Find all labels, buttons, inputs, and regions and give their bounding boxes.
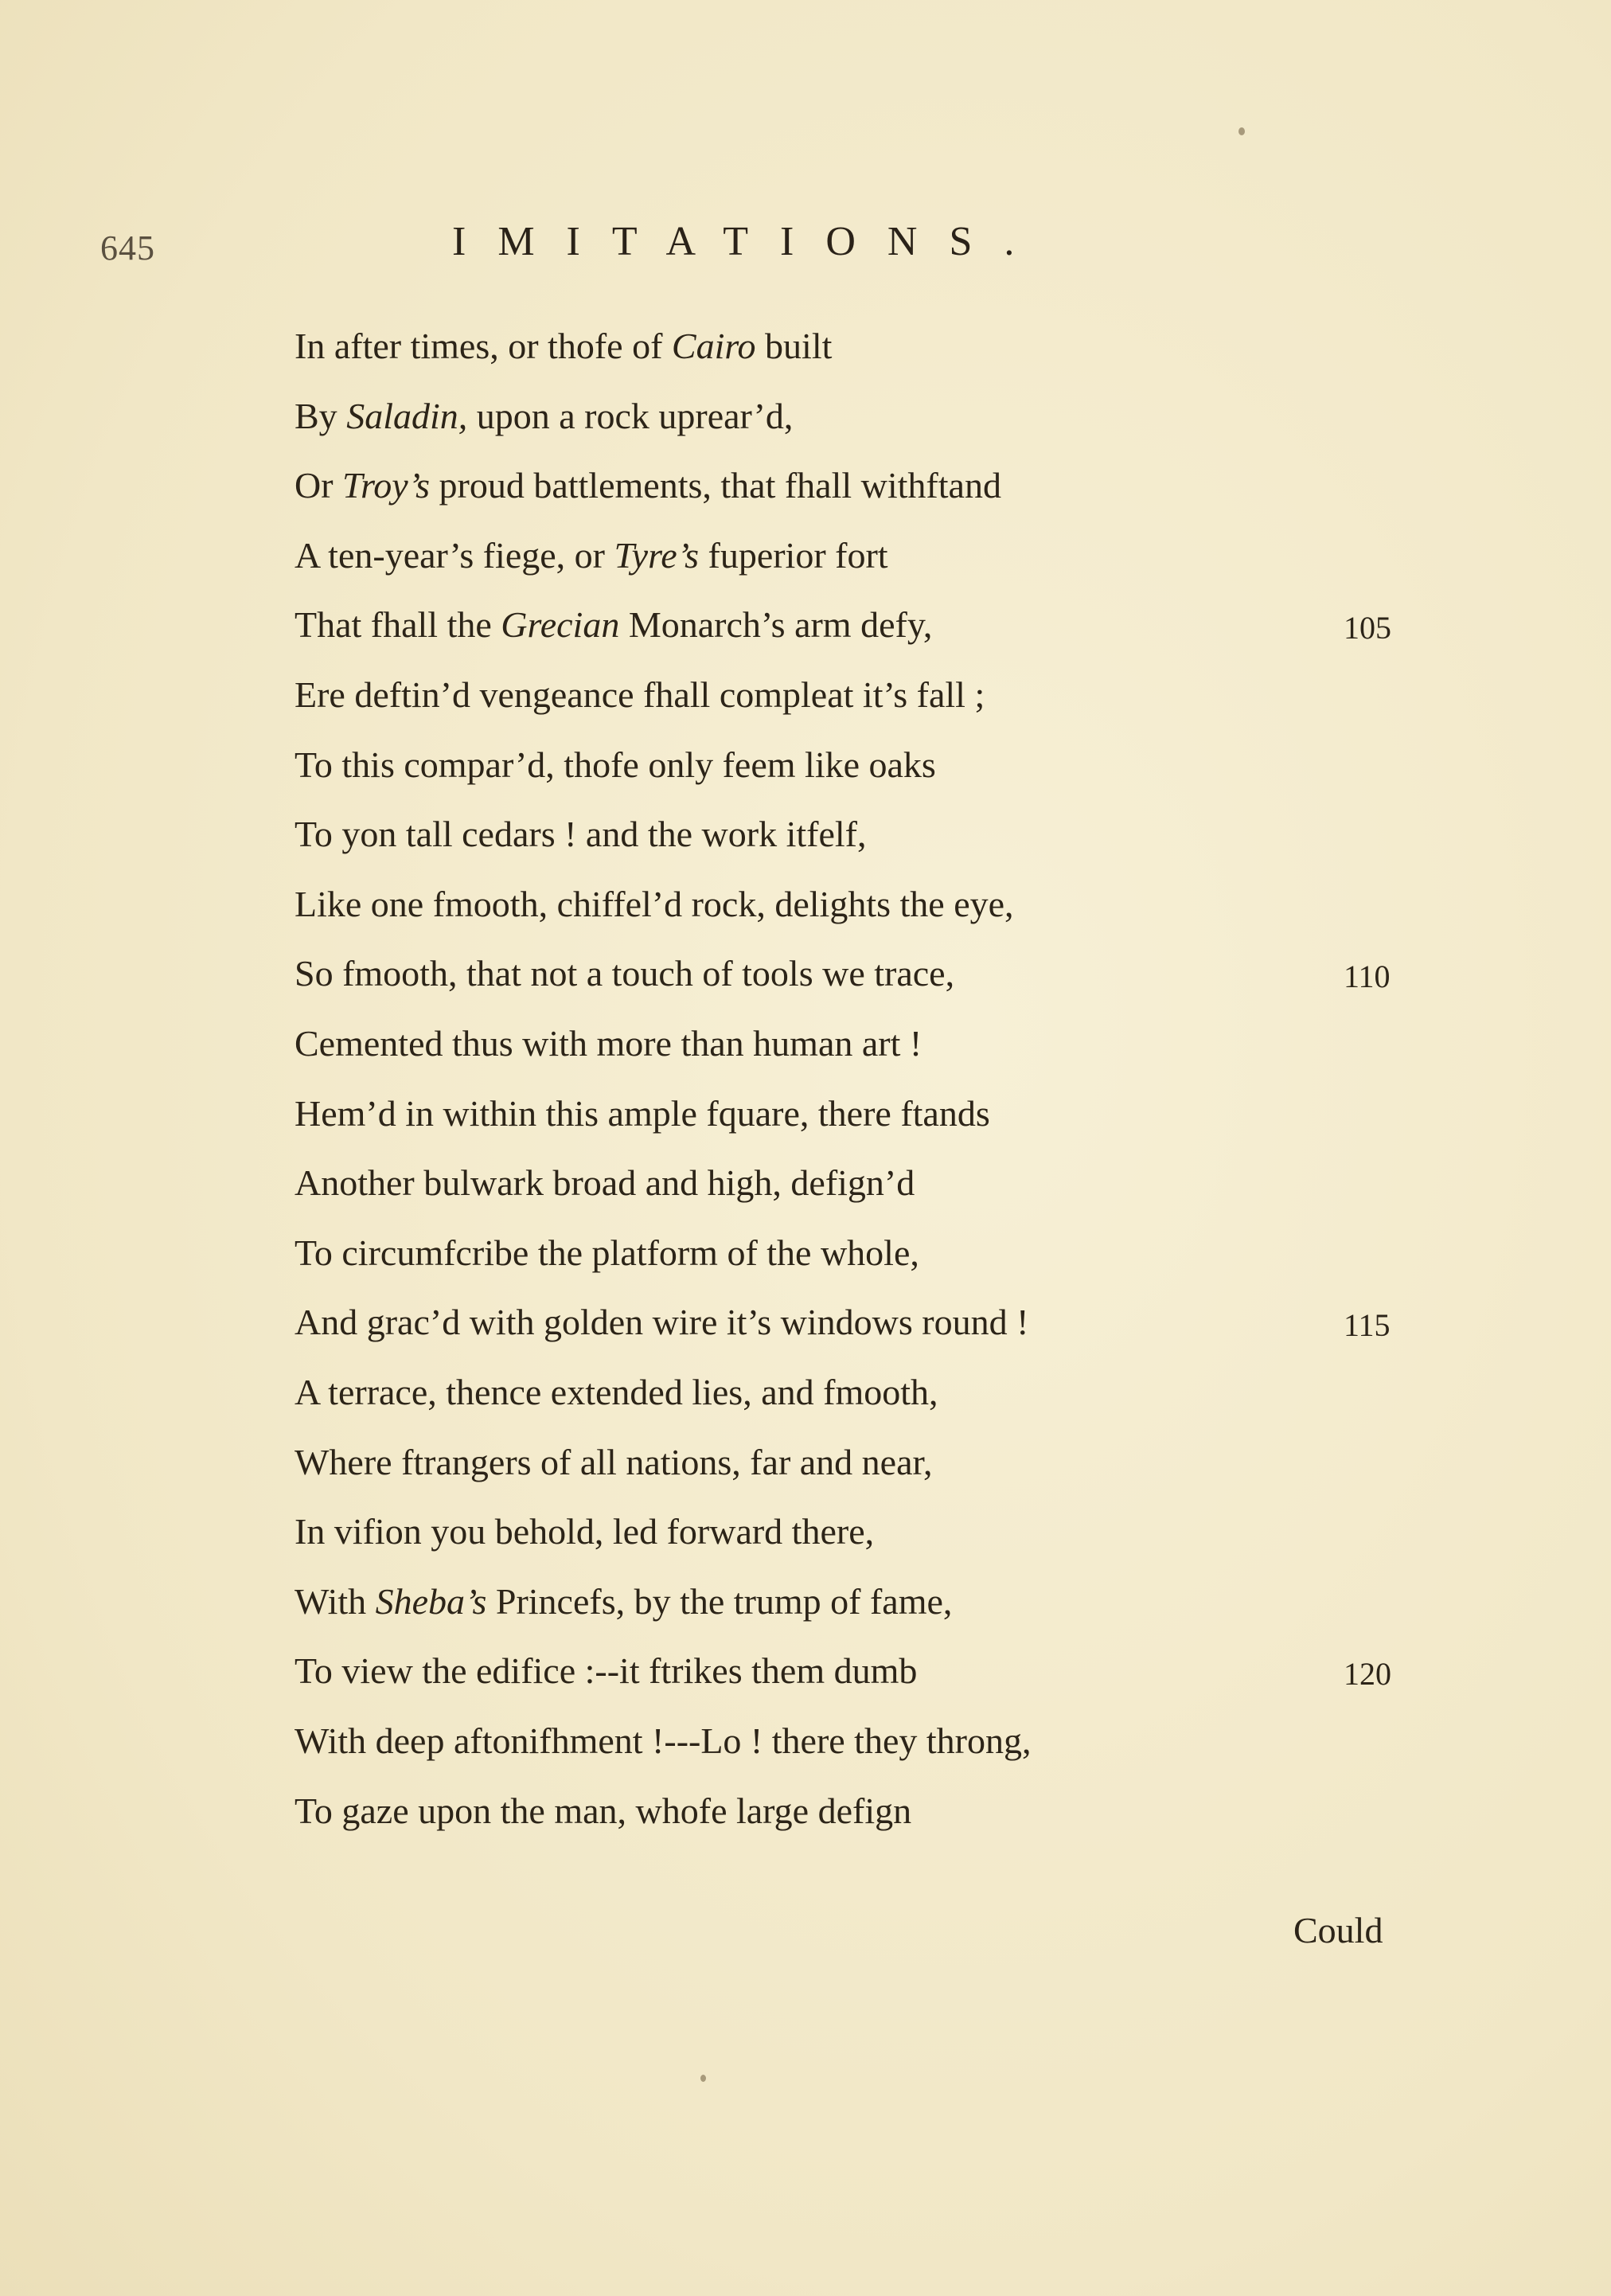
- verse-text: A terrace, thence extended lies, and fmooth,: [295, 1372, 938, 1412]
- verse-line: [295, 389, 793, 444]
- verse-line: [295, 1574, 952, 1630]
- verse-text: To gaze upon the man, whofe large defign: [295, 1790, 912, 1831]
- verse-text: So fmooth, that not a touch of tools we trace,: [295, 953, 955, 994]
- verse-line: [295, 318, 832, 374]
- running-head: IMITATIONS.: [452, 219, 1047, 264]
- verse-line: [295, 1225, 919, 1281]
- italic-name: Saladin,: [346, 395, 468, 436]
- verse-line: [295, 1435, 933, 1490]
- verse-line: [295, 1294, 1028, 1350]
- verse-line: [295, 737, 936, 793]
- verse-text: Where ftrangers of all nations, far and near,: [295, 1441, 933, 1482]
- ink-speck: [1238, 127, 1245, 135]
- verse-text: Hem’d in within this ample fquare, there ftands: [295, 1092, 990, 1134]
- verse-text: Princefs, by the trump of fame,: [486, 1580, 953, 1622]
- verse-text: Cemented thus with more than human art !: [295, 1023, 923, 1064]
- verse-line: [295, 1365, 938, 1420]
- ink-speck: [700, 2075, 706, 2082]
- italic-name: Grecian: [501, 604, 620, 646]
- verse-text: With deep aftonifhment !---Lo ! there they throng,: [295, 1720, 1032, 1761]
- verse-text: By: [295, 395, 347, 436]
- verse-text: In after times, or thofe of: [295, 326, 672, 366]
- page-number: 645: [100, 228, 155, 267]
- verse-text: Monarch’s arm defy,: [619, 604, 933, 646]
- verse-line: [295, 806, 866, 862]
- line-number: 105: [1344, 610, 1391, 646]
- verse-line: [295, 1016, 922, 1072]
- verse-line: [295, 458, 1001, 513]
- verse-text: fuperior fort: [699, 534, 888, 576]
- verse-text: Or: [295, 465, 343, 506]
- verse-text: Ere deftin’d vengeance fhall compleat it’s fall ;: [295, 674, 985, 715]
- line-number: 120: [1344, 1656, 1391, 1693]
- verse-line: [295, 1155, 915, 1211]
- italic-name: Cairo: [671, 326, 756, 366]
- italic-name: Troy’s: [342, 465, 430, 506]
- verse-text: And grac’d with golden wire it’s windows round !: [295, 1302, 1029, 1343]
- verse-line: [295, 667, 985, 723]
- verse-text: A ten-year’s fiege, or: [295, 534, 614, 576]
- verse-text: proud battlements, that fhall withftand: [430, 465, 1001, 506]
- verse-line: [295, 1713, 1031, 1769]
- verse-line: [295, 946, 954, 1002]
- verse-text: To view the edifice :--it ftrikes them dumb: [295, 1650, 918, 1692]
- verse-text: built: [755, 326, 833, 366]
- verse-text: With: [295, 1580, 376, 1622]
- verse-text: upon a rock uprear’d,: [467, 395, 794, 436]
- verse-line: [295, 528, 888, 584]
- verse-line: [295, 1643, 917, 1699]
- verse-text: Another bulwark broad and high, defign’d: [295, 1162, 915, 1204]
- verse-line: [295, 877, 1014, 932]
- italic-name: Sheba’s: [375, 1580, 487, 1622]
- verse-text: Like one fmooth, chiffel’d rock, delights the eye,: [295, 883, 1014, 924]
- verse-text: To yon tall cedars ! and the work itfelf,: [295, 814, 867, 855]
- verse-text: In vifion you behold, led forward there,: [295, 1511, 875, 1552]
- verse-text: That fhall the: [295, 604, 501, 646]
- italic-name: Tyre’s: [614, 534, 699, 576]
- verse-line: [295, 597, 932, 653]
- verse-text: To circumfcribe the platform of the whole,: [295, 1232, 919, 1273]
- line-number: 110: [1344, 959, 1391, 995]
- line-number: 115: [1344, 1307, 1391, 1344]
- catchword: Could: [1293, 1910, 1383, 1950]
- verse-line: [295, 1504, 874, 1560]
- verse-line: [295, 1086, 990, 1142]
- verse-line: [295, 1783, 911, 1839]
- verse-text: To this compar’d, thofe only feem like oaks: [295, 744, 936, 785]
